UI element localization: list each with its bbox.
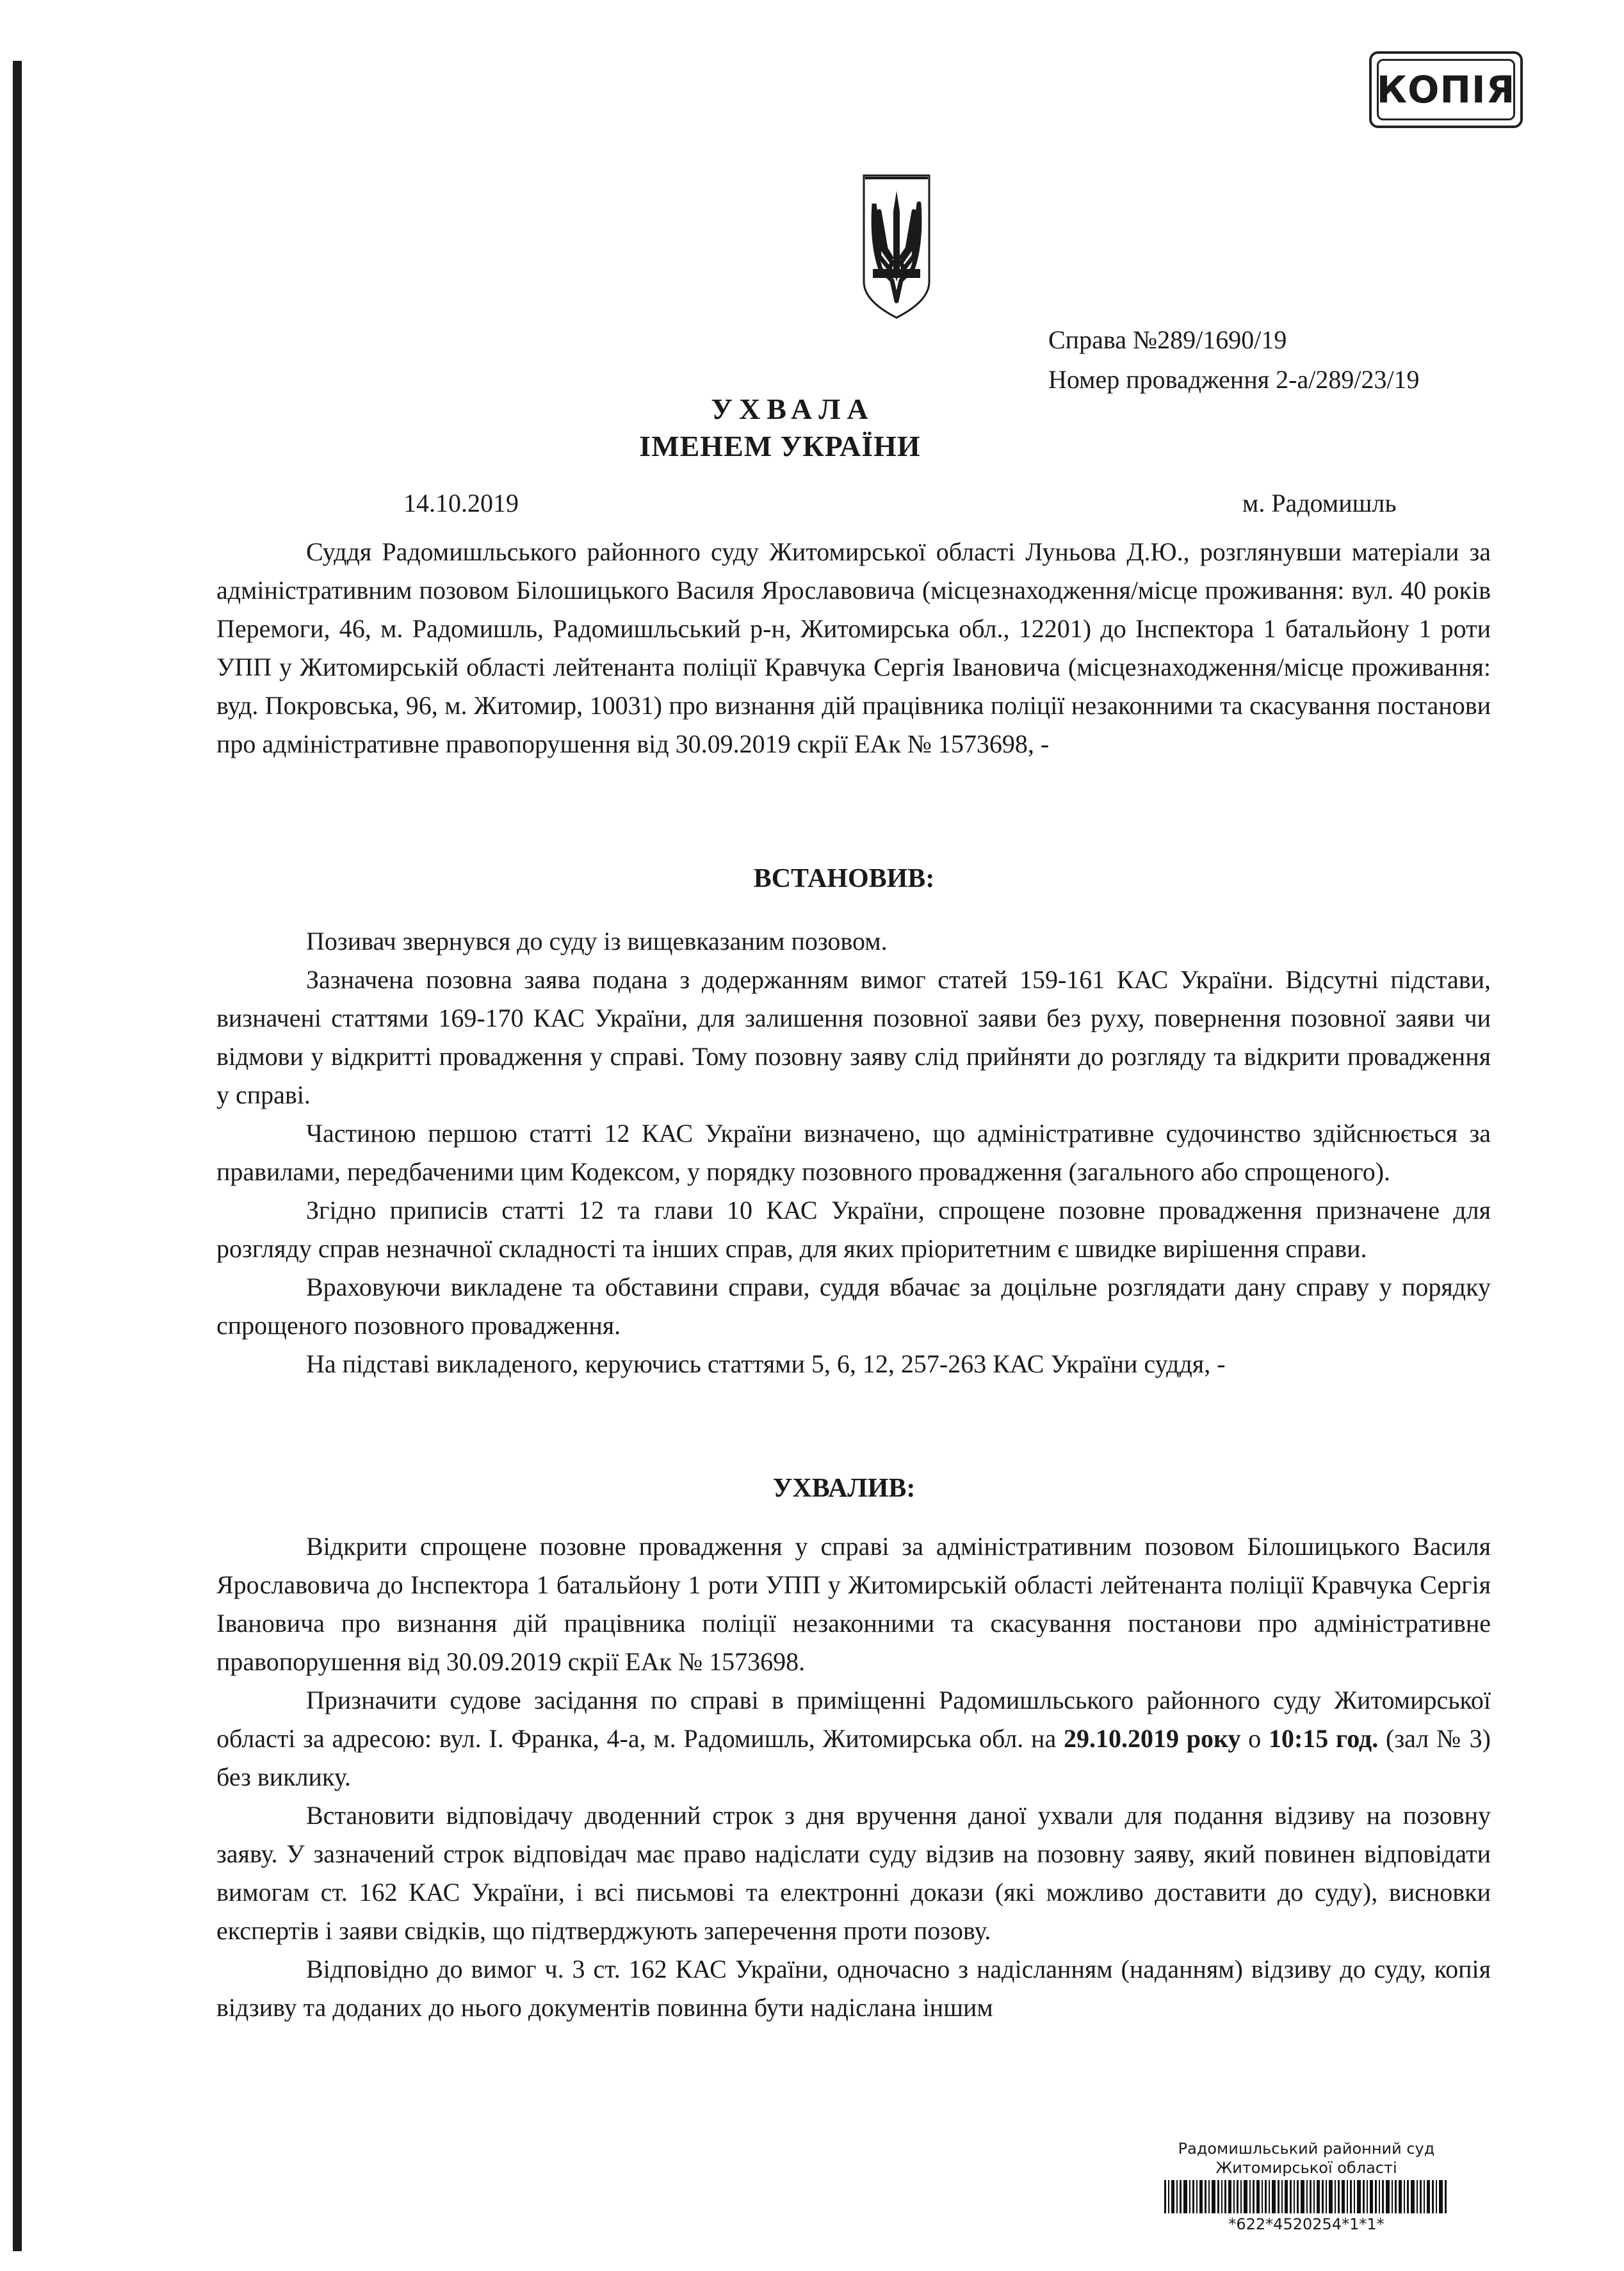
barcode-bar — [1445, 2180, 1447, 2213]
copy-stamp-label: КОПІЯ — [1377, 59, 1515, 120]
barcode-bar — [1228, 2180, 1231, 2213]
barcode-bar — [1399, 2180, 1402, 2213]
decided-paragraph-copy-requirement: Відповідно до вимог ч. 3 ст. 162 КАС України, одночасно з надісланням (наданням) відзиву до суду, копія відзиву та доданих до нього документів повинна бути надіслана іншим — [216, 1955, 1491, 2022]
barcode-bar — [1417, 2180, 1418, 2213]
barcode-bar — [1317, 2180, 1320, 2213]
barcode-bar — [1281, 2180, 1283, 2213]
hearing-text-mid: о — [1240, 1724, 1269, 1753]
barcode-bar — [1386, 2180, 1390, 2213]
barcode-bar — [1278, 2180, 1279, 2213]
barcode-bar — [1237, 2180, 1238, 2213]
decided-heading: УХВАЛИВ: — [772, 1474, 916, 1503]
decided-section — [216, 1527, 1491, 2027]
barcode-bar — [1306, 2180, 1308, 2213]
barcode-bar — [1164, 2180, 1166, 2213]
barcode-bar — [1171, 2180, 1174, 2213]
barcode-bar — [1329, 2180, 1333, 2213]
barcode-bar — [1363, 2180, 1365, 2213]
barcode-bar — [1249, 2180, 1251, 2213]
barcode-bar — [1297, 2180, 1299, 2213]
barcode-bar — [1208, 2180, 1210, 2213]
case-info — [1048, 320, 1420, 400]
document-city: м. Радомишль — [1242, 489, 1397, 517]
document-subtitle: ІМЕНЕМ УКРАЇНИ — [639, 430, 921, 462]
barcode-bar — [1217, 2180, 1219, 2213]
barcode-bar — [1176, 2180, 1178, 2213]
barcode-bar — [1224, 2180, 1226, 2213]
court-region: Житомирської області — [1215, 2159, 1397, 2177]
barcode-bar — [1183, 2180, 1187, 2213]
barcode-bar — [1326, 2180, 1327, 2213]
copy-stamp — [1369, 51, 1523, 128]
barcode-bar — [1350, 2180, 1352, 2213]
barcode-bar — [1404, 2180, 1405, 2213]
barcode — [1082, 2180, 1531, 2213]
barcode-bar — [1411, 2180, 1415, 2213]
established-paragraph: Зазначена позовна заява подана з додержанням вимог статей 159-161 КАС України. Відсутні підстави, визначені статтями 169-170 КАС України, для залишення позовної заяви без руху, повернення позовної заяви чи відмови у відкритті провадження у справі. Тому позовну заяву слід прийняти до розгляду та відкрити провадження у справі. — [216, 965, 1491, 1109]
decided-paragraph-open-proceedings: Відкрити спрощене позовне провадження у справі за адміністративним позовом Білошицького Василя Ярославовича до Інспектора 1 батальйону 1 роти УПП у Житомирській області лейтенанта поліції Кравчука Сергія Івановича про визнання дій працівника поліції незаконними та скасування постанови про адміністративне правопорушення від 30.09.2019 скрії ЕАк № 1573698. — [216, 1532, 1491, 1676]
barcode-bar — [1244, 2180, 1247, 2213]
barcode-bar — [1265, 2180, 1267, 2213]
barcode-bar — [1294, 2180, 1295, 2213]
barcode-bar — [1196, 2180, 1198, 2213]
barcode-bar — [1367, 2180, 1368, 2213]
court-name: Радомишльський районний суд — [1178, 2140, 1435, 2158]
barcode-bar — [1347, 2180, 1348, 2213]
coat-of-arms-trident-icon — [861, 173, 932, 320]
barcode-bar — [1290, 2180, 1292, 2213]
barcode-bar — [1272, 2180, 1276, 2213]
barcode-bar — [1427, 2180, 1430, 2213]
barcode-bar — [1256, 2180, 1260, 2213]
document-date: 14.10.2019 — [403, 489, 519, 517]
barcode-bar — [1370, 2180, 1373, 2213]
barcode-bar — [1212, 2180, 1215, 2213]
hearing-text-end: (зал № 3) без виклику. — [216, 1724, 1491, 1791]
hearing-text-start: Призначити судове засідання по справі в приміщенні Радомишльського районного суду Житомирської області за адресою: вул. І. Франка, 4-а, м. Радомишль, Житомирська обл. на — [216, 1686, 1491, 1753]
barcode-bar — [1436, 2180, 1437, 2213]
established-paragraph: Враховуючи викладене та обставини справи, суддя вбачає за доцільне розглядати дану справу у порядку спрощеного позовного провадження. — [216, 1273, 1491, 1340]
barcode-bar — [1382, 2180, 1384, 2213]
barcode-bar — [1354, 2180, 1355, 2213]
document-title: УХВАЛА — [711, 393, 875, 425]
barcode-bar — [1180, 2180, 1181, 2213]
intro-paragraph: Суддя Радомишльського районного суду Житомирської області Луньова Д.Ю., розглянувши матеріали за адміністративним позовом Білошицького Василя Ярославовича (місцезнаходження/місце проживання: вул. 40 років Перемоги, 46, м. Радомишль, Радомишльський р-н, Житомирська обл., 12201) до Інспектора 1 батальйону 1 роти УПП у Житомирській області лейтенанта поліції Кравчука Сергія Івановича (місцезнаходження/місце проживання: вуд. Покровська, 96, м. Житомир, 10031) про визнання дій працівника поліції незаконними та скасування постанови про адміністративне правопорушення від 30.09.2019 скрії ЕАк № 1573698, - — [216, 537, 1491, 758]
barcode-bar — [1262, 2180, 1263, 2213]
barcode-bar — [1379, 2180, 1380, 2213]
barcode-bar — [1313, 2180, 1315, 2213]
court-footer — [1076, 2139, 1537, 2234]
barcode-bar — [1192, 2180, 1194, 2213]
barcode-bar — [1269, 2180, 1270, 2213]
barcode-bar — [1240, 2180, 1242, 2213]
hearing-date: 29.10.2019 року — [1063, 1724, 1241, 1753]
established-paragraph: На підставі викладеного, керуючись статтями 5, 6, 12, 257-263 КАС України суддя, - — [306, 1349, 1226, 1378]
barcode-bar — [1407, 2180, 1409, 2213]
established-paragraph: Згідно приписів статті 12 та глави 10 КАС України, спрощене позовне провадження призначене для розгляду справ незначної складності та інших справ, для яких пріоритетним є швидке вирішення справи. — [216, 1196, 1491, 1263]
barcode-bar — [1189, 2180, 1190, 2213]
barcode-bar — [1439, 2180, 1443, 2213]
hearing-time: 10:15 год. — [1268, 1724, 1379, 1753]
barcode-bar — [1199, 2180, 1203, 2213]
barcode-bar — [1432, 2180, 1434, 2213]
barcode-bar — [1338, 2180, 1340, 2213]
barcode-bar — [1253, 2180, 1255, 2213]
barcode-bar — [1342, 2180, 1345, 2213]
barcode-bar — [1310, 2180, 1311, 2213]
barcode-bar — [1375, 2180, 1377, 2213]
established-section — [216, 922, 1491, 1383]
decided-paragraph-response-deadline: Встановити відповідачу дводенний строк з дня вручення даної ухвали для подання відзиву на позовну заяву. У зазначений строк відповідач має право надіслати суду відзив на позовну заяву, який повинен відповідати вимогам ст. 162 КАС України, і всі письмові та електронні докази (які можливо доставити до суду), висновки експертів і заяви свідків, що підтверджують заперечення проти позову. — [216, 1801, 1491, 1945]
barcode-bar — [1392, 2180, 1393, 2213]
barcode-bar — [1233, 2180, 1235, 2213]
barcode-bar — [1205, 2180, 1206, 2213]
barcode-number: *622*4520254*1*1* — [1228, 2215, 1384, 2233]
barcode-bar — [1168, 2180, 1169, 2213]
case-number: Справа №289/1690/19 — [1048, 325, 1287, 354]
intro-paragraph-block — [216, 533, 1491, 763]
barcode-bar — [1335, 2180, 1336, 2213]
established-paragraph: Частиною першою статті 12 КАС України визначено, що адміністративне судочинство здійснюється за правилами, передбаченими цим Кодексом, у порядку позовного провадження (загального або спрощеного). — [216, 1119, 1491, 1186]
scan-margin-bar — [13, 61, 22, 2251]
barcode-bar — [1301, 2180, 1304, 2213]
barcode-bar — [1221, 2180, 1222, 2213]
proceeding-number: Номер провадження 2-а/289/23/19 — [1048, 365, 1420, 394]
barcode-bar — [1395, 2180, 1397, 2213]
barcode-bar — [1424, 2180, 1425, 2213]
established-heading: ВСТАНОВИВ: — [753, 864, 935, 893]
established-paragraph: Позивач звернувся до суду із вищевказаним позовом. — [306, 927, 888, 956]
decided-paragraph-hearing — [216, 1681, 1491, 1796]
barcode-bar — [1285, 2180, 1288, 2213]
barcode-bar — [1322, 2180, 1324, 2213]
barcode-bar — [1420, 2180, 1422, 2213]
barcode-bar — [1357, 2180, 1361, 2213]
